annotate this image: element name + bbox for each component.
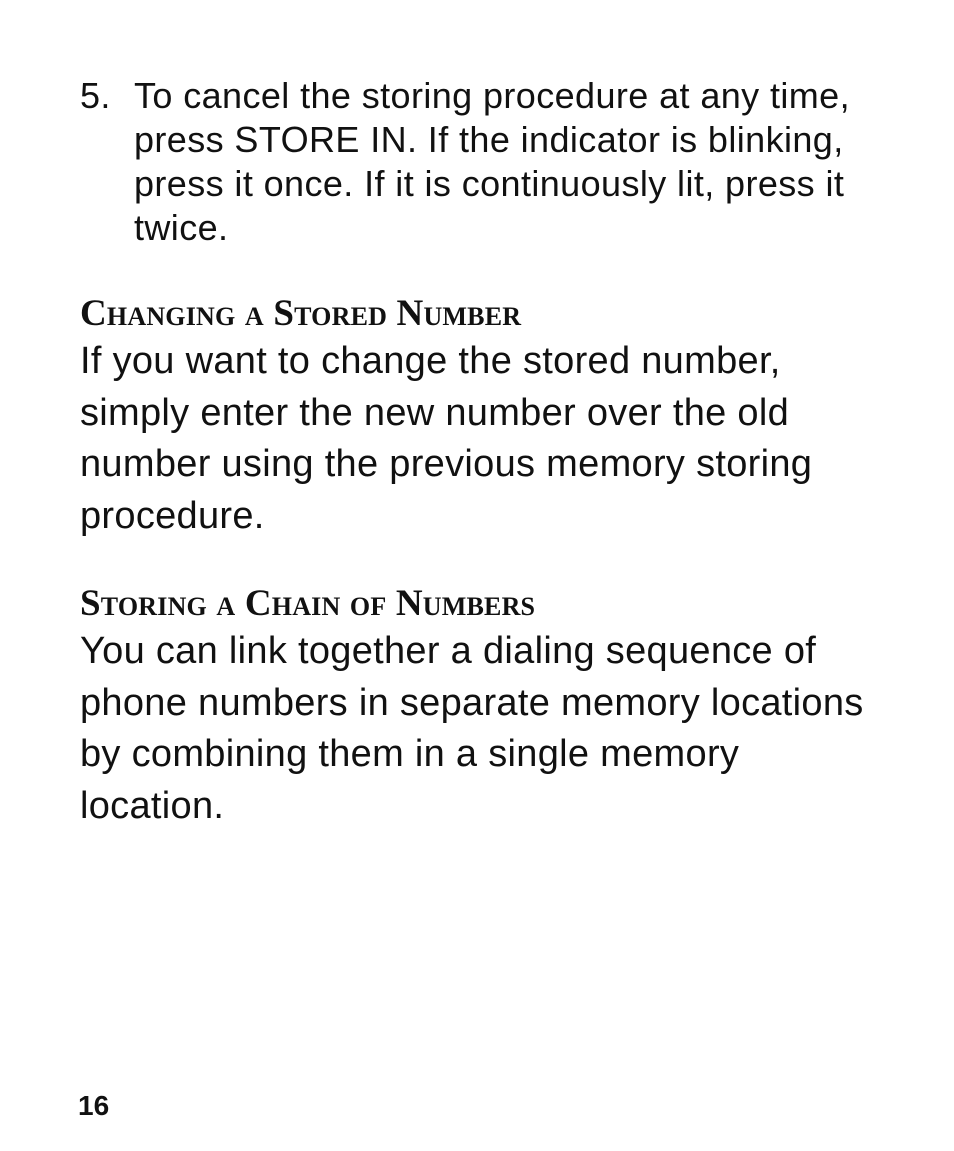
page-content xyxy=(80,74,890,832)
step-number: 5. xyxy=(80,75,111,116)
section-body-storing-chain: You can link together a dialing sequence of phone numbers in separate memory locations by combining them in a single memory location. xyxy=(80,630,864,827)
section-heading-changing-stored-number: Changing a Stored Number xyxy=(80,293,522,334)
step-text: To cancel the storing procedure at any time, press STORE IN. If the indicator is blinking, press it once. If it is continuously lit, press it twice. xyxy=(134,75,850,248)
step-item-5 xyxy=(80,74,890,250)
section-heading-storing-chain: Storing a Chain of Numbers xyxy=(80,583,536,624)
page-number: 16 xyxy=(78,1090,110,1121)
section-body-changing-stored-number: If you want to change the stored number, simply enter the new number over the old number using the previous memory storing procedure. xyxy=(80,340,813,537)
